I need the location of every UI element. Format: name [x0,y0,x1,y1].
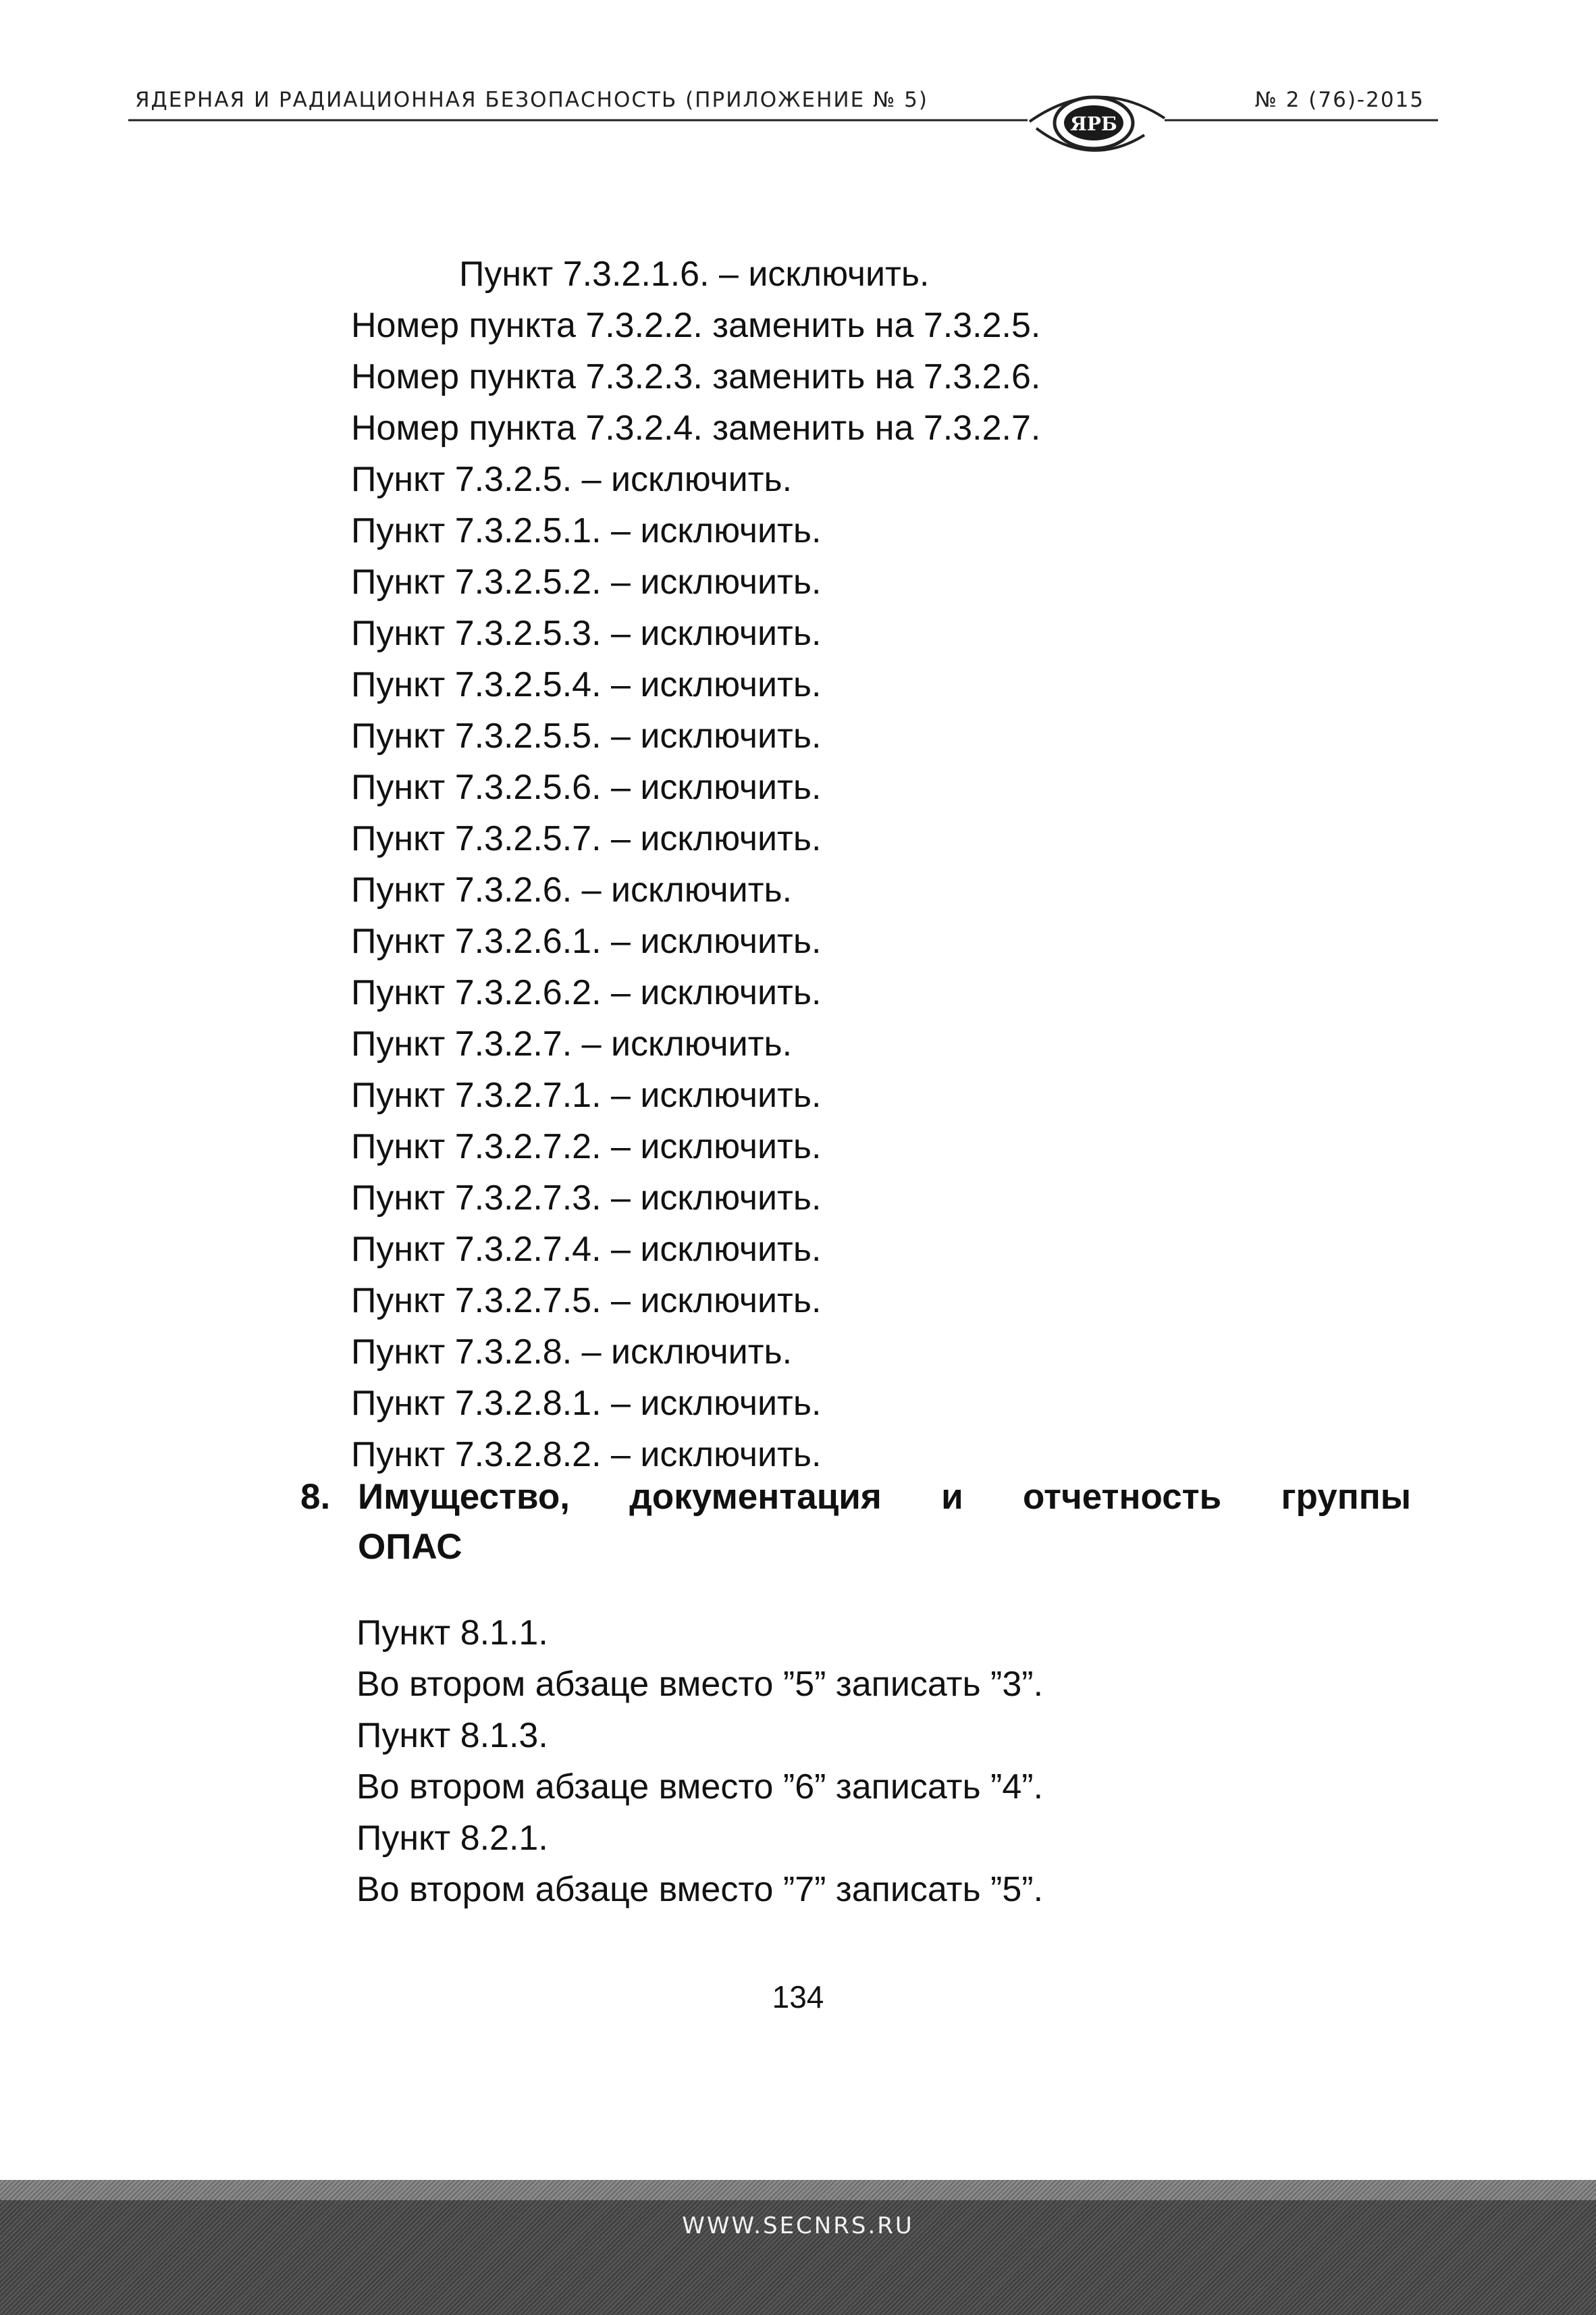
list-item: Пункт 8.1.1. [356,1613,548,1653]
list-item: Во втором абзаце вместо ”5” записать ”3”. [356,1665,1044,1704]
list-item: Пункт 7.3.2.5.1. – исключить. [351,511,822,550]
heading-word: Имущество, [358,1477,570,1517]
list-item: Пункт 7.3.2.5.6. – исключить. [351,768,822,807]
list-item: Номер пункта 7.3.2.3. заменить на 7.3.2.6. [351,357,1041,396]
section-title-line-2: ОПАС [358,1527,462,1567]
list-item: Пункт 7.3.2.6. – исключить. [351,870,793,910]
section-title-line-1 [358,1472,1411,1522]
page-number: 134 [772,1979,824,2014]
heading-word: и [941,1477,963,1517]
page-header [128,81,1438,176]
journal-title: ЯДЕРНАЯ И РАДИАЦИОННАЯ БЕЗОПАСНОСТЬ (ПРИЛОЖЕНИЕ № 5) [135,88,928,112]
list-item: Пункт 7.3.2.8.1. – исключить. [351,1384,822,1423]
section-number: 8. [300,1477,331,1517]
list-item: Пункт 8.2.1. [356,1819,548,1858]
list-item: Пункт 7.3.2.7.4. – исключить. [351,1230,822,1269]
list-item: Пункт 7.3.2.8.2. – исключить. [351,1435,822,1474]
page-footer [0,2180,1596,2315]
list-item: Во втором абзаце вместо ”6” записать ”4”. [356,1767,1044,1806]
list-item: Пункт 7.3.2.5. – исключить. [351,460,793,499]
list-item: Номер пункта 7.3.2.4. заменить на 7.3.2.7. [351,409,1041,448]
footer-url: WWW.SECNRS.RU [682,2212,914,2239]
list-item: Пункт 7.3.2.5.5. – исключить. [351,717,822,756]
journal-logo-icon [1009,81,1198,176]
list-item: Пункт 7.3.2.7.1. – исключить. [351,1076,822,1115]
amendments-list [351,249,1404,1480]
list-item: Пункт 7.3.2.5.7. – исключить. [351,819,822,858]
list-item: Пункт 8.1.3. [356,1716,548,1755]
list-item: Пункт 7.3.2.7.5. – исключить. [351,1281,822,1320]
list-item: Пункт 7.3.2.8. – исключить. [351,1332,793,1372]
list-item: Пункт 7.3.2.5.3. – исключить. [351,614,822,653]
list-item: Пункт 7.3.2.7.2. – исключить. [351,1127,822,1166]
list-item: Пункт 7.3.2.1.6. – исключить. [459,255,930,294]
list-item: Номер пункта 7.3.2.2. заменить на 7.3.2.5. [351,306,1041,345]
svg-text:ЯРБ: ЯРБ [1070,113,1117,135]
list-item: Во втором абзаце вместо ”7” записать ”5”. [356,1870,1044,1909]
heading-word: документация [629,1477,882,1517]
heading-word: отчетность [1022,1477,1222,1517]
list-item: Пункт 7.3.2.7.3. – исключить. [351,1178,822,1218]
issue-number: № 2 (76)-2015 [1254,88,1425,112]
section-body [356,1607,1410,1915]
list-item: Пункт 7.3.2.5.4. – исключить. [351,665,822,704]
list-item: Пункт 7.3.2.6.1. – исключить. [351,922,822,961]
list-item: Пункт 7.3.2.6.2. – исключить. [351,973,822,1012]
list-item: Пункт 7.3.2.5.2. – исключить. [351,563,822,602]
heading-word: группы [1281,1477,1411,1517]
list-item: Пункт 7.3.2.7. – исключить. [351,1024,793,1064]
